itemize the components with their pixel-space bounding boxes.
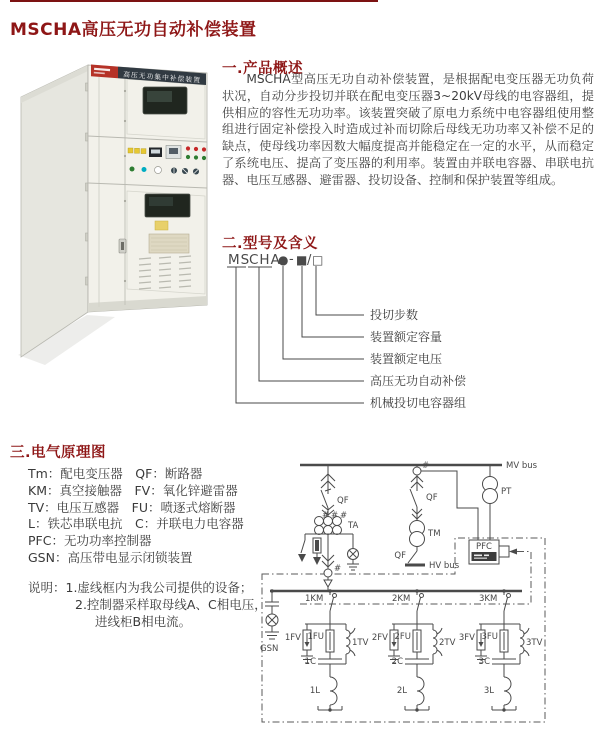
svg-text:#: #	[422, 461, 430, 471]
capacitor	[305, 652, 342, 667]
incoming-feeder	[298, 465, 359, 591]
indicator-lamp-red	[194, 147, 198, 151]
warning-label	[155, 221, 168, 230]
svg-text:#: #	[334, 564, 342, 574]
page-title: MSCHA高压无功自动补偿装置	[10, 20, 257, 41]
series-reactor	[397, 664, 424, 710]
series-reactor	[484, 664, 511, 710]
svg-text:#: #	[340, 511, 348, 521]
indicator-lamp-green	[186, 155, 190, 159]
fuse-label: 1FU	[307, 632, 324, 642]
model-leader-lines	[227, 266, 364, 403]
circuit-diagram	[250, 444, 600, 736]
hv-breaker	[408, 551, 417, 563]
incoming-breaker-label: QF	[337, 496, 349, 506]
capacitor	[479, 652, 516, 667]
model-code-box: □	[312, 253, 324, 267]
panel-button-white	[155, 167, 162, 174]
contactor-label: 3KM	[479, 594, 498, 604]
model-code-ms: MS	[228, 252, 251, 268]
contactor-label: 1KM	[305, 594, 324, 604]
capacitor	[392, 652, 429, 667]
vt-label: 2TV	[439, 638, 456, 648]
note-line: 进线柜B相电流。	[95, 614, 192, 629]
reactor-label: 1L	[309, 686, 320, 696]
top-rule	[10, 0, 378, 2]
section-schematic-heading: 三.电气原理图	[10, 445, 107, 462]
model-code-dot: ●	[278, 253, 289, 267]
capacitor-branch	[372, 589, 456, 711]
arrester-label: 2FV	[371, 633, 388, 643]
legend-line: L：铁芯串联电抗 C：并联电力电容器	[28, 516, 244, 532]
mv-bus-label: MV bus	[506, 461, 538, 471]
legend-line: TV：电压互感器 FU：喷逐式熔断器	[28, 499, 236, 515]
overview-paragraph: MSCHA型高压无功自动补偿装置，是根据配电变压器无功负荷状况，自动分步投切并联在配电变压器3~20kV母线的电容器组，提供相应的容性无功功率。该装置突破了原电力系统中电容器组使用整组进行固定补偿投入时造成过补而切除后母线无功功率又补偿不足的缺点，使母线功率因数大幅度提高并能稳定在一定的水平，从而稳定了系统电压、提高了变压器的利用率。装置由并联电容器、串联电抗器、电压互感器、避雷器、投切设备、控制和保护装置等组成。	[222, 72, 594, 187]
fuse-label: 2FU	[394, 632, 411, 642]
model-label-hv-comp: 高压无功自动补偿	[370, 374, 467, 388]
model-label-voltage: 装置额定电压	[370, 352, 443, 366]
cabinet-side-panel	[21, 65, 89, 357]
pfc-signal-port	[499, 546, 509, 557]
arrester-label: 1FV	[284, 633, 301, 643]
pfc-label: PFC	[476, 542, 492, 552]
schematic-notes	[28, 579, 268, 630]
vacuum-contactor	[507, 594, 511, 598]
model-code-square: ■	[296, 253, 308, 267]
discharge-vt	[516, 624, 543, 664]
current-transformer	[315, 511, 359, 535]
svg-text:#: #	[322, 511, 330, 521]
model-code	[228, 252, 323, 268]
capacitor-branch	[459, 589, 543, 711]
contactor-label: 2KM	[392, 594, 411, 604]
pt-label: PT	[501, 487, 512, 497]
panel-button-cyan	[142, 167, 147, 172]
svg-text:#: #	[331, 511, 339, 521]
indicator-lamp-yellow	[128, 148, 133, 153]
tm-label: TM	[428, 529, 441, 539]
note-line: 2.控制器采样取母线A、C相电压，	[75, 597, 267, 612]
model-code-slash: /	[307, 253, 312, 268]
cabinet-top-window	[143, 87, 187, 114]
section-model-heading: 二.型号及含义	[222, 236, 319, 253]
vt-label: 3TV	[526, 638, 543, 648]
indicator-lamp-green	[202, 156, 206, 160]
discharge-vt	[429, 624, 456, 664]
capacitor-label: 3C	[478, 657, 490, 667]
indicator-lamp-yellow	[135, 148, 140, 153]
capacitor-label: 1C	[304, 657, 316, 667]
tm-breaker-label: QF	[426, 493, 438, 503]
schematic-legend	[28, 466, 258, 567]
legend-line: PFC：无功功率控制器	[28, 533, 152, 549]
discharge-vt	[342, 624, 369, 664]
ta-label: TA	[348, 521, 359, 531]
reactor-label: 2L	[396, 686, 407, 696]
tm-breaker	[410, 489, 417, 507]
signal-arrow	[509, 549, 517, 555]
station-transformer-branch	[394, 461, 459, 571]
indicator-lamp-red	[186, 146, 190, 150]
fuse-label: 3FU	[481, 632, 498, 642]
cabinet-logo	[91, 65, 118, 79]
model-code-dash: -	[289, 252, 294, 267]
series-reactor	[310, 664, 337, 710]
legend-line: GSN：高压带电显示闭锁装置	[28, 549, 193, 565]
model-label-mech: 机械投切电容器组	[370, 396, 467, 410]
vacuum-contactor	[333, 594, 337, 598]
model-meaning-diagram	[222, 248, 594, 414]
cabinet-banner-text: 高压无功集中补偿装置	[122, 70, 202, 85]
indicator-lamp-green	[194, 155, 198, 159]
note-line: 说明：1.虚线框内为我公司提供的设备；	[28, 580, 253, 595]
gsn-indicator	[260, 589, 279, 654]
vt-label: 1TV	[352, 638, 369, 648]
model-label-capacity: 装置额定容量	[370, 330, 443, 344]
product-photo	[15, 55, 220, 390]
model-label-steps: 投切步数	[370, 308, 419, 322]
panel-button-green	[130, 167, 135, 172]
legend-line: KM：真空接触器 FV：氧化锌避雷器	[28, 482, 238, 498]
indicator-lamp-yellow	[141, 149, 146, 154]
reactor-label: 3L	[483, 686, 494, 696]
model-code-cha: CHA	[249, 252, 281, 268]
hv-breaker-label: QF	[394, 551, 406, 561]
capacitor-label: 2C	[391, 657, 403, 667]
section-overview-heading: 一.产品概述	[222, 61, 304, 78]
vacuum-contactor	[420, 594, 424, 598]
hv-bus-label: HV bus	[429, 561, 460, 571]
gsn-label: GSN	[260, 644, 279, 654]
capacitor-branch	[285, 589, 369, 711]
indicator-lamp-red	[202, 147, 206, 151]
arrester-label: 3FV	[458, 633, 475, 643]
legend-line: Tm：配电变压器 QF：断路器	[28, 466, 203, 481]
